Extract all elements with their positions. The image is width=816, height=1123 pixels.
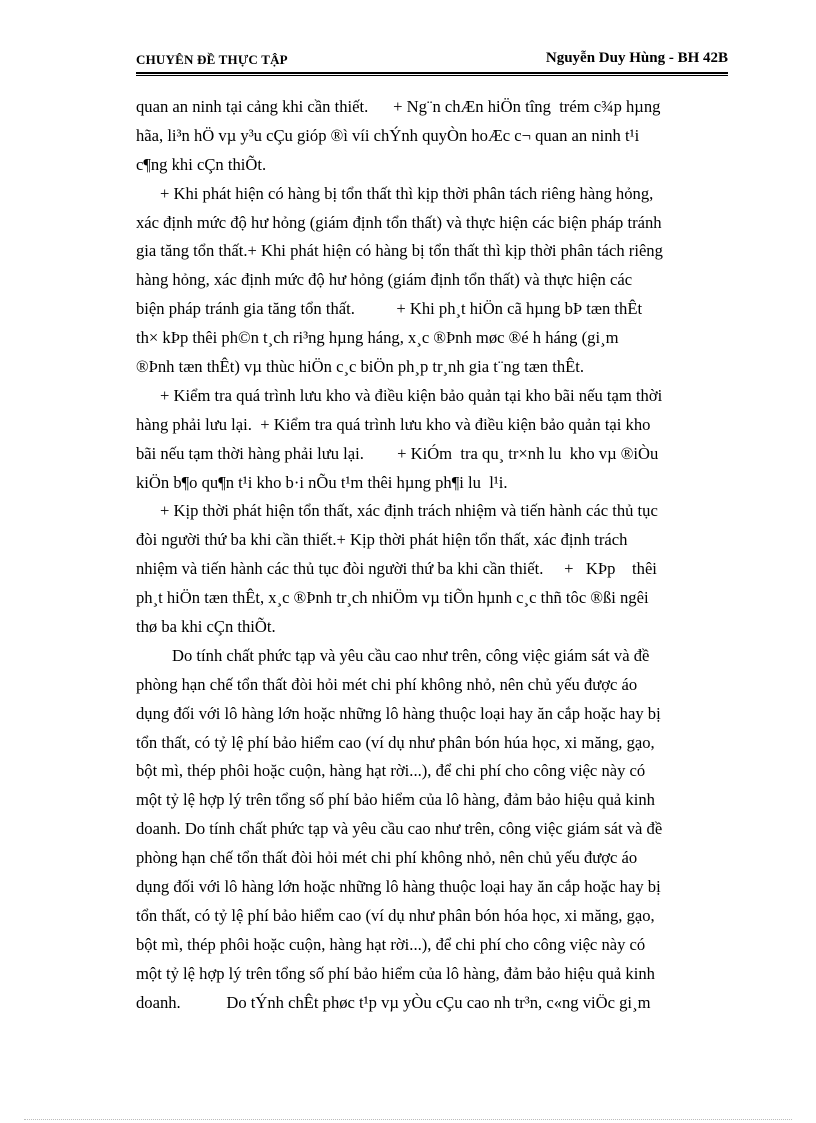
text-line: dụng đối với lô hàng lớn hoặc những lô hàng thuộc loại hay ăn cắp hoặc hay bị — [136, 877, 661, 897]
text-line: một tỷ lệ hợp lý trên tổng số phí bảo hiểm của lô hàng, đảm bảo hiệu quả kinh — [136, 790, 655, 810]
text-line: gia tăng tổn thất.+ Khi phát hiện có hàng bị tổn thất thì kịp thời phân tách riêng — [136, 241, 663, 261]
text-line: ph¸t hiÖn tæn thÊt, x¸c ®Þnh tr¸ch nhiÖm vµ tiÕn hµnh c¸c thñ tôc ®ßi ngêi — [136, 588, 649, 608]
header-rule-thin — [136, 75, 728, 76]
text-line: hãa, li³n hÖ vµ y³u cÇu gióp ®ì víi chÝnh quyÒn hoÆc c¬ quan an ninh t¹i — [136, 125, 640, 145]
text-line: tổn thất, có tỷ lệ phí bảo hiểm cao (ví dụ như phân bón hóa học, xi măng, gạo, — [136, 905, 655, 925]
text-line: th× kÞp thêi ph©n t¸ch ri³ng hµng háng, x¸c ®Þnh møc ®é h háng (gi¸m — [136, 328, 619, 348]
text-line: Do tính chất phức tạp và yêu cầu cao như trên, công việc giám sát và đề — [172, 645, 650, 665]
text-line: + Khi phát hiện có hàng bị tổn thất thì kịp thời phân tách riêng hàng hỏng, — [160, 183, 654, 203]
text-line: phòng hạn chế tổn thất đòi hỏi mét chi phí không nhỏ, nên chủ yếu được áo — [136, 674, 638, 694]
text-line: tổn thất, có tỷ lệ phí bảo hiểm cao (ví dụ như phân bón húa học, xi măng, gạo, — [136, 732, 655, 752]
text-line: hàng hỏng, xác định mức độ hư hỏng (giám định tổn thất) và thực hiện các — [136, 270, 633, 290]
text-line: quan an ninh tại cảng khi cần thiết. + Ng¨n chÆn hiÖn tîng trém c¾p hµng — [136, 97, 661, 116]
text-line: kiÖn b¶o qu¶n t¹i kho b·i nÕu t¹m thêi hµng ph¶i lu l¹i. — [136, 472, 508, 492]
text-line: ®Þnh tæn thÊt) vµ thùc hiÖn c¸c biÖn ph¸p tr¸nh gia t¨ng tæn thÊt. — [136, 357, 585, 377]
text-line: hàng phải lưu lại. + Kiểm tra quá trình lưu kho và điều kiện bảo quản tại kho — [136, 414, 651, 434]
text-line: xác định mức độ hư hỏng (giám định tổn thất) và thực hiện các biện pháp tránh — [136, 212, 662, 232]
text-line: bãi nếu tạm thời hàng phải lưu lại. + KiÓm tra qu¸ tr×nh lu kho vµ ®iÒu — [136, 443, 659, 463]
text-line: c¶ng khi cÇn thiÕt. — [136, 154, 267, 174]
text-line: + Kịp thời phát hiện tổn thất, xác định trách nhiệm và tiến hành các thủ tục — [160, 501, 658, 521]
text-line: bột mì, thép phôi hoặc cuộn, hàng hạt rời...), để chi phí cho công việc này có — [136, 761, 646, 781]
text-line: dụng đối với lô hàng lớn hoặc những lô hàng thuộc loại hay ăn cắp hoặc hay bị — [136, 703, 661, 723]
text-line: doanh. Do tÝnh chÊt phøc t¹p vµ yÒu cÇu cao nh tr³n, c«ng viÖc gi¸m — [136, 992, 651, 1012]
text-line: bột mì, thép phôi hoặc cuộn, hàng hạt rời...), để chi phí cho công việc này có — [136, 934, 646, 954]
text-line: thø ba khi cÇn thiÕt. — [136, 617, 276, 637]
document-body — [136, 93, 746, 1018]
text-line: biện pháp tránh gia tăng tổn thất. + Khi ph¸t hiÖn cã hµng bÞ tæn thÊt — [136, 299, 643, 319]
header-title: CHUYÊN ĐỀ THỰC TẬP — [136, 52, 288, 67]
text-line: + Kiểm tra quá trình lưu kho và điều kiện bảo quản tại kho bãi nếu tạm thời — [160, 385, 663, 405]
text-line: doanh. Do tính chất phức tạp và yêu cầu cao như trên, công việc giám sát và đề — [136, 819, 663, 839]
page-bottom-border — [24, 1119, 792, 1120]
header-author: Nguyễn Duy Hùng - BH 42B — [545, 50, 728, 66]
text-line: phòng hạn chế tổn thất đòi hỏi mét chi phí không nhỏ, nên chủ yếu được áo — [136, 848, 638, 868]
header-rule — [136, 72, 728, 74]
text-line: nhiệm và tiến hành các thủ tục đòi người thứ ba khi cần thiết. + KÞp thêi — [136, 559, 657, 579]
text-line: đòi người thứ ba khi cần thiết.+ Kịp thời phát hiện tổn thất, xác định trách — [136, 530, 628, 550]
text-line: một tỷ lệ hợp lý trên tổng số phí bảo hiểm của lô hàng, đảm bảo hiệu quả kinh — [136, 963, 655, 983]
page-header — [136, 50, 728, 72]
